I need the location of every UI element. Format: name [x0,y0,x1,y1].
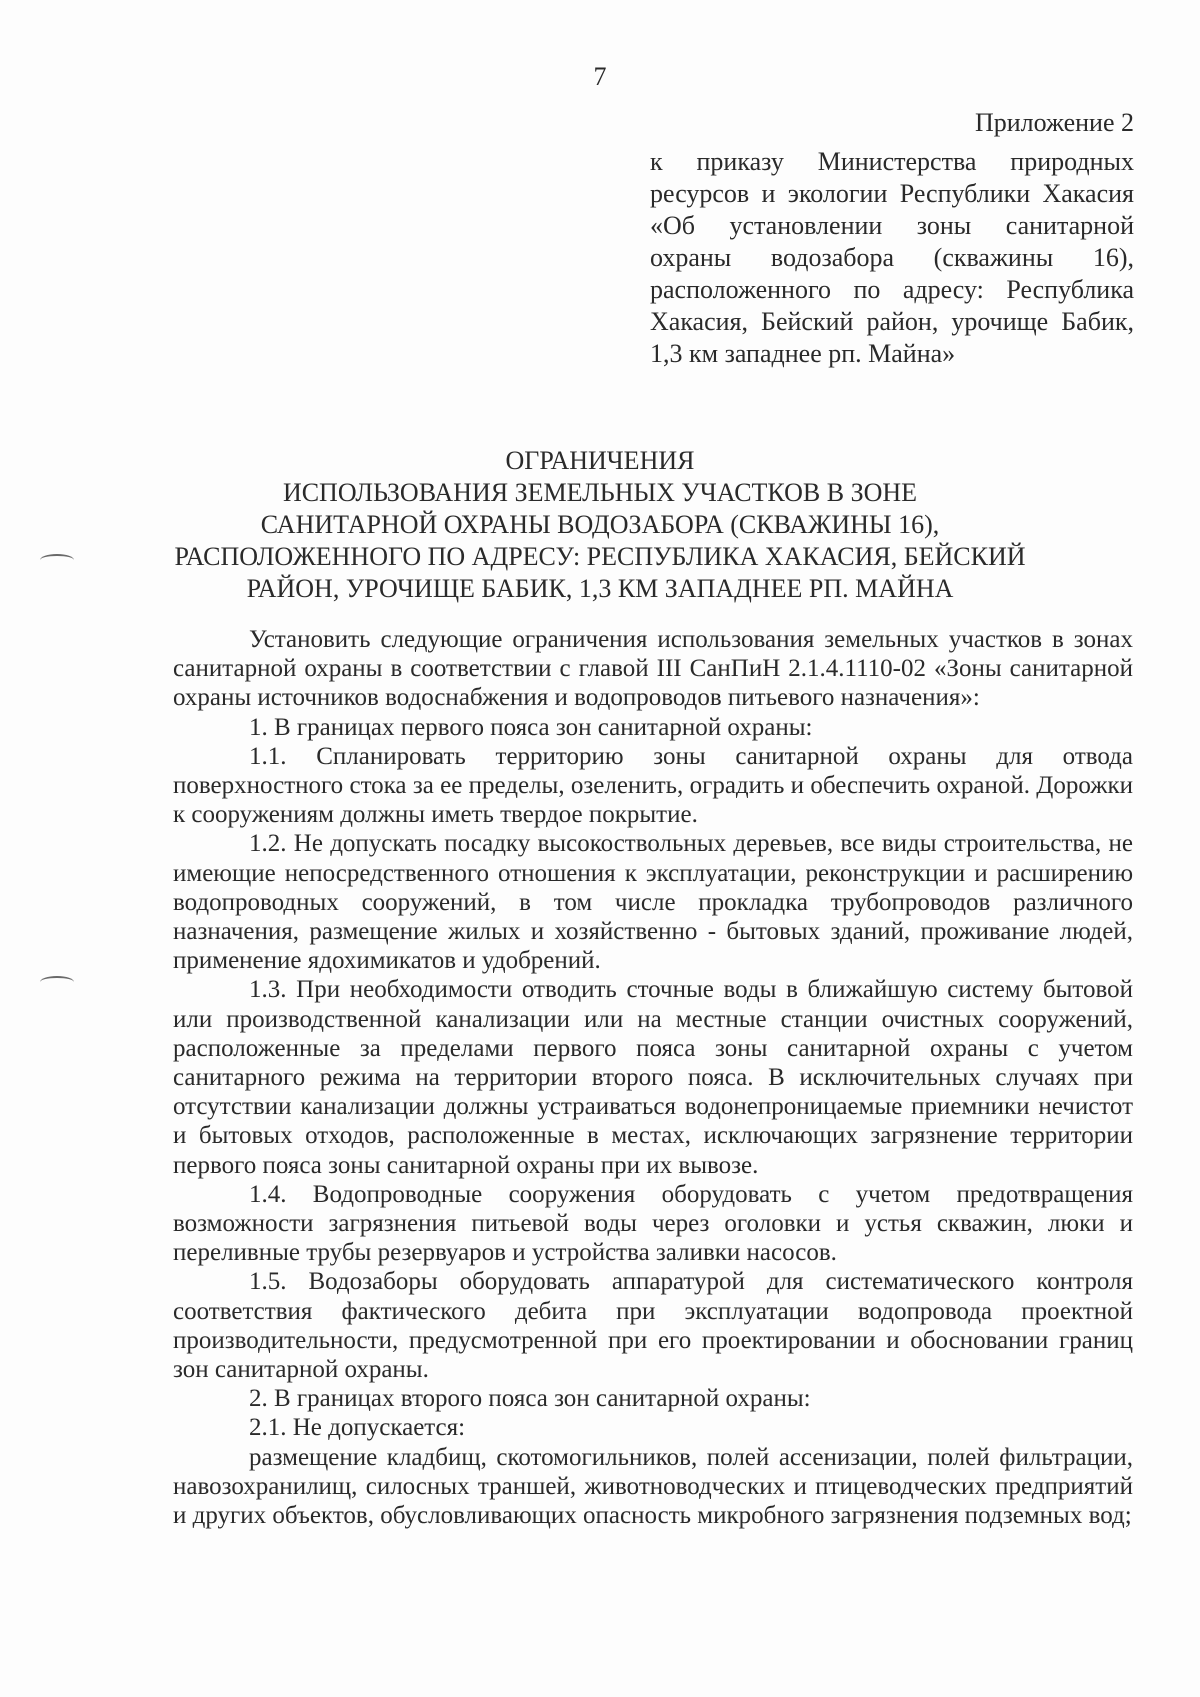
section-1-heading: 1. В границах первого пояса зон санитарной охраны: [249,713,813,741]
clause-1-4: 1.4. Водопроводные сооружения оборудовать с учетом предотвращения возможности загрязнения питьевой воды через оголовки и устья скважин, люки и переливные трубы резервуаров и устройства заливки насосов. [173,1180,1133,1267]
section-2-heading: 2. В границах второго пояса зон санитарной охраны: [249,1385,811,1413]
clause-2-1-item: размещение кладбищ, скотомогильников, полей ассенизации, полей фильтрации, навозохранилищ, силосных траншей, животноводческих и птицеводческих предприятий и других объектов, обусловливающих опасность микробного загрязнения подземных вод; [173,1443,1133,1530]
heading-line: ОГРАНИЧЕНИЯ [505,446,695,475]
clause-1-5: 1.5. Водозаборы оборудовать аппаратурой для систематического контроля соответствия фактического дебита при эксплуатации водопровода проектной производительности, предусмотренной при его проектировании и обосновании границ зон санитарной охраны. [173,1268,1133,1384]
clause-1-1: 1.1. Спланировать территорию зоны санитарной охраны для отвода поверхностного стока за ее пределы, озеленить, оградить и обеспечить охраной. Дорожки к сооружениям должны иметь твердое покрытие. [173,742,1133,829]
scan-artifact-mark [40,554,74,566]
appendix-reference: к приказу Министерства природных ресурсов и экологии Республики Хакасия «Об установлении зоны санитарной охраны водозабора (скважины 16), расположенного по адресу: Республика Хакасия, Бейский район, урочище Бабик, 1,3 км западнее рп. Майна» [650,147,1134,368]
document-body [173,625,1133,1530]
appendix-title: Приложение 2 [974,108,1134,137]
clause-1-3: 1.3. При необходимости отводить сточные воды в ближайшую систему бытовой или производственной канализации или на местные станции очистных сооружений, расположенные за пределами первого пояса зоны санитарной охраны с учетом санитарного режима на территории второго пояса. В исключительных случаях при отсутствии канализации должны устраиваться водонепроницаемые приемники нечистот и бытовых отходов, расположенные в местах, исключающих загрязнение территории первого пояса зоны санитарной охраны при их вывозе. [173,976,1133,1179]
scan-artifact-mark [40,976,74,988]
heading-line: САНИТАРНОЙ ОХРАНЫ ВОДОЗАБОРА (СКВАЖИНЫ 16), [260,510,940,539]
heading-line: РАЙОН, УРОЧИЩЕ БАБИК, 1,3 КМ ЗАПАДНЕЕ РП. МАЙНА [246,574,954,603]
document-heading [150,445,1050,605]
page-number: 7 [593,62,607,91]
clause-2-1: 2.1. Не допускается: [249,1414,466,1442]
heading-line: РАСПОЛОЖЕННОГО ПО АДРЕСУ: РЕСПУБЛИКА ХАКАСИЯ, БЕЙСКИЙ [174,542,1026,571]
heading-line: ИСПОЛЬЗОВАНИЯ ЗЕМЕЛЬНЫХ УЧАСТКОВ В ЗОНЕ [282,478,918,507]
clause-1-2: 1.2. Не допускать посадку высокоствольных деревьев, все виды строительства, не имеющие непосредственного отношения к эксплуатации, реконструкции и расширению водопроводных сооружений, в том числе прокладка трубопроводов различного назначения, размещение жилых и хозяйственно - бытовых зданий, проживание людей, применение ядохимикатов и удобрений. [173,830,1133,975]
intro-paragraph: Установить следующие ограничения использования земельных участков в зонах санитарной охраны в соответствии с главой III СанПиН 2.1.4.1110-02 «Зоны санитарной охраны источников водоснабжения и водопроводов питьевого назначения»: [173,626,1133,712]
